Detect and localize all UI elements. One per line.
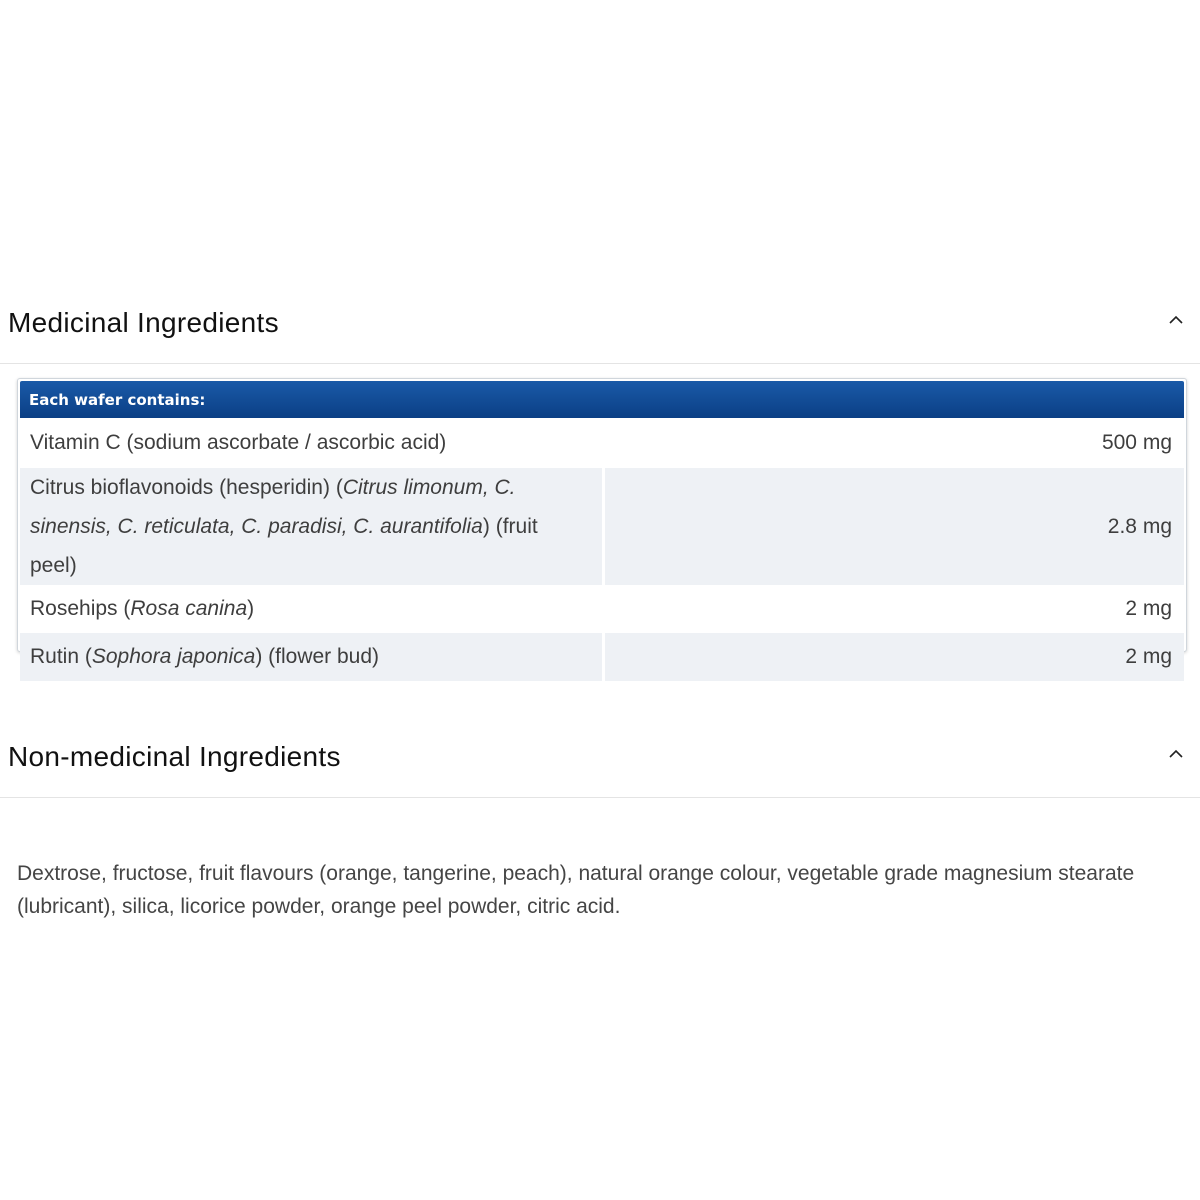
chevron-up-icon[interactable] (1166, 744, 1186, 764)
medicinal-ingredients-header[interactable] (0, 280, 1200, 364)
non-medicinal-ingredients-header[interactable] (0, 714, 1200, 798)
ingredient-amount: 2 mg (1125, 597, 1172, 620)
ingredient-amount: 500 mg (1101, 431, 1172, 454)
non-medicinal-ingredients-text: Dextrose, fructose, fruit flavours (orange, tangerine, peach), natural orange colour, vegetable grade magnesium stearate (lubricant), silica, licorice powder, orange peel powder, citric acid. (17, 862, 1135, 918)
table-row (20, 468, 1184, 585)
non-medicinal-ingredients-title: Non-medicinal Ingredients (8, 741, 341, 772)
medicinal-ingredients-title: Medicinal Ingredients (8, 307, 279, 338)
ingredient-name: Rutin (Sophora japonica) (flower bud) (20, 633, 602, 681)
chevron-up-icon[interactable] (1166, 310, 1186, 330)
ingredient-name: Citrus bioflavonoids (hesperidin) (Citrus limonum, C. sinensis, C. reticulata, C. paradisi, C. aurantifolia) (fruit peel) (20, 468, 602, 585)
ingredient-amount: 2.8 mg (602, 468, 1184, 585)
ingredients-table (17, 378, 1187, 668)
ingredient-name: Rosehips (Rosa canina) (30, 597, 255, 620)
ingredient-name: Vitamin C (sodium ascorbate / ascorbic acid) (30, 431, 447, 454)
table-row (20, 585, 1184, 633)
ingredient-amount: 2 mg (602, 633, 1184, 681)
table-row (20, 633, 1184, 681)
table-row (20, 418, 1184, 468)
table-header: Each wafer contains: (20, 381, 1184, 418)
